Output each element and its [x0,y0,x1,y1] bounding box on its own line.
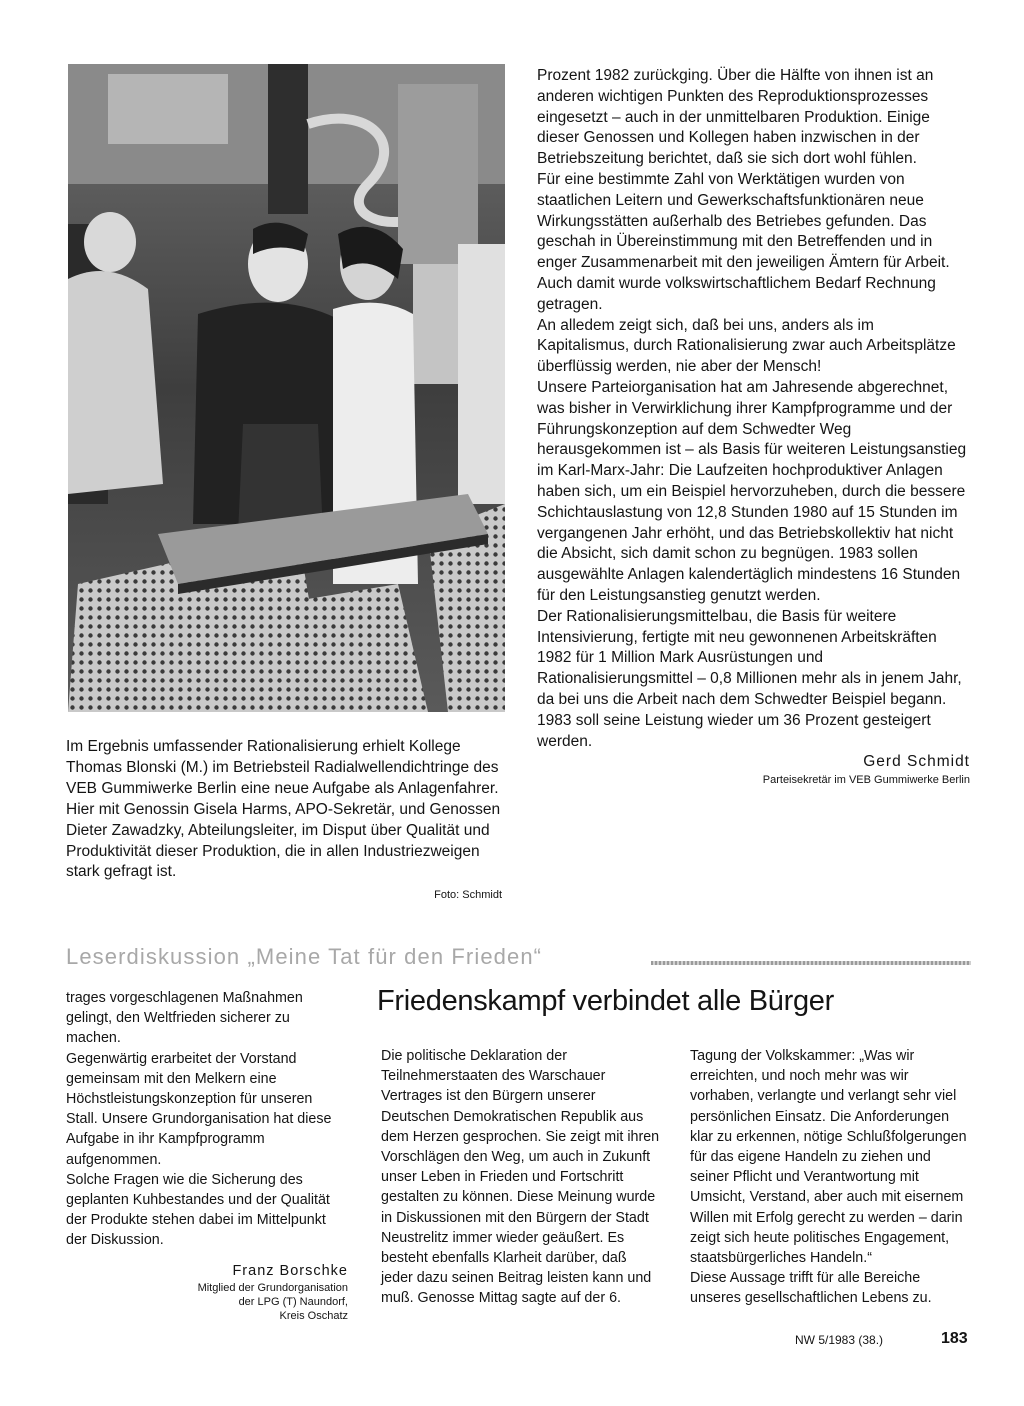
article-top-paragraph: An alledem zeigt sich, daß bei uns, anders als im Kapitalismus, durch Rationalisierung zwar auch Arbeitsplätze überflüssig werden, nie aber der Mensch! [537,316,956,376]
photo-illustration [68,64,505,712]
article-headline: Friedenskampf verbindet alle Bürger [377,985,834,1017]
article-left-author: Franz Borschke [232,1262,348,1279]
article-left-column [66,988,348,1323]
article-left-author-role: Mitglied der Grundorganisation [197,1281,348,1294]
article-top-paragraph: Unsere Parteiorganisation hat am Jahresende abgerechnet, was bisher in Verwirklichung ihrer Kampfprogramme und der Führungskonzeption auf dem Schwedter Weg herausgekommen ist – als Basis für weiteren Leistungsanstieg im Karl-Marx-Jahr: Die Laufzeiten hochproduktiver Anlagen haben sich, um ein Beispiel hervorzuheben, durch die bessere Schichtauslastung von 12,8 Stunden 1980 auf 15 Stunden im vergangenen Jahr erhöht, und das Betriebskollektiv hat nicht die Absicht, sich damit schon zu begnügen. 1983 sollen ausgewählte Anlagen kalendertäglich mindestens 16 Stunden für den Leistungsanstieg genutzt werden. [537,378,967,604]
article-photo [68,64,505,712]
article-main-paragraph: Die politische Deklaration der Teilnehmerstaaten des Warschauer Vertrages ist den Bürgern unserer Deutschen Demokratischen Republik aus dem Herzen gesprochen. Sie zeigt mit ihren Vorschlägen den Weg, um auch in Zukunft unser Leben in Frieden und Fortschritt gestalten zu können. Diese Meinung wurde in Diskussionen mit den Bürgern der Stadt Neustrelitz immer wieder geäußert. Es besteht ebenfalls Klarheit darüber, daß jeder dazu seinen Beitrag leisten kann und muß. Genosse Mittag sagte auf der 6. [381,1048,660,1307]
article-main-column-1 [381,1046,661,1309]
article-top-paragraph: Der Rationalisierungsmittelbau, die Basis für weitere Intensivierung, fertigte mit neu gewonnenen Arbeitskräften 1982 für 1 Million Mark Ausrüstungen und Rationalisierungsmittel – 0,8 Millionen mehr als in jenem Jahr, da bei uns die Arbeit nach dem Schwedter Beispiel begann. 1983 soll seine Leistung wieder um 36 Prozent gesteigert werden. [537,607,962,750]
issue-reference: NW 5/1983 (38.) [795,1333,884,1347]
photo-credit: Foto: Schmidt [434,889,502,901]
article-left-paragraph: Solche Fragen wie die Sicherung des geplanten Kuhbestandes und der Qualität der Produkte stehen dabei im Mittelpunkt der Diskussion. [66,1171,330,1249]
article-left-paragraph: trages vorgeschlagenen Maßnahmen gelingt, den Weltfrieden sicherer zu machen. [66,990,303,1047]
section-divider [651,961,971,965]
page-number: 183 [941,1330,968,1347]
article-top-author-role: Parteisekretär im VEB Gummiwerke Berlin [762,774,970,787]
article-top-paragraph: Für eine bestimmte Zahl von Werktätigen wurden von staatlichen Leitern und Gewerkschaftsfunktionären neue Wirkungsstätten außerhalb des Betriebes gefunden. Das geschah in Übereinstimmung mit den Betreffenden und in enger Zusammenarbeit mit den jeweiligen Ämtern für Arbeit. Auch damit wurde volkswirtschaftlichem Bedarf Rechnung getragen. [537,170,950,313]
article-main-column-2 [690,1046,972,1309]
section-heading: Leserdiskussion „Meine Tat für den Frieden“ [66,944,543,969]
article-left-author-role: der LPG (T) Naundorf, [238,1295,348,1308]
article-left-author-role: Kreis Oschatz [279,1309,348,1322]
article-top-column [537,66,970,787]
article-main-paragraph: Tagung der Volkskammer: „Was wir erreichten, und noch mehr was wir vorhaben, verlangte und verlangt sehr viel persönlichen Einsatz. Die Anforderungen klar zu erkennen, nötige Schlußfolgerungen für das eigene Handeln zu ziehen und seiner Pflicht und Verantwortung mit Umsicht, Verstand, aber auch mit eisernem Willen mit Erfolg gerecht zu werden – darin zeigt sich heute politisches Engagement, staatsbürgerliches Handeln.“ [690,1048,967,1267]
article-left-paragraph: Gegenwärtig erarbeitet der Vorstand gemeinsam mit den Melkern eine Höchstleistungskonzeption für unseren Stall. Unsere Grundorganisation hat diese Aufgabe in ihr Kampfprogramm aufgenommen. [66,1050,332,1168]
photo-caption: Im Ergebnis umfassender Rationalisierung erhielt Kollege Thomas Blonski (M.) im Betriebsteil Radialwellendichtringe des VEB Gummiwerke Berlin eine neue Aufgabe als Anlagenfahrer. Hier mit Genossin Gisela Harms, APO-Sekretär, und Genossen Dieter Zawadzky, Abteilungsleiter, im Disput über Qualität und Produktivität dieser Produktion, die in allen Industriezweigen stark gefragt ist. [66,738,501,881]
article-top-author: Gerd Schmidt [863,753,970,771]
article-main-paragraph: Diese Aussage trifft für alle Bereiche unseres gesellschaftlichen Lebens zu. [690,1270,932,1307]
article-top-paragraph: Prozent 1982 zurückging. Über die Hälfte von ihnen ist an anderen wichtigen Punkten des Reproduktionsprozesses eingesetzt – auch in der unmittelbaren Produktion. Einige dieser Genossen und Kollegen haben inzwischen in der Betriebszeitung berichtet, daß sie sich dort wohl fühlen. [537,67,934,168]
